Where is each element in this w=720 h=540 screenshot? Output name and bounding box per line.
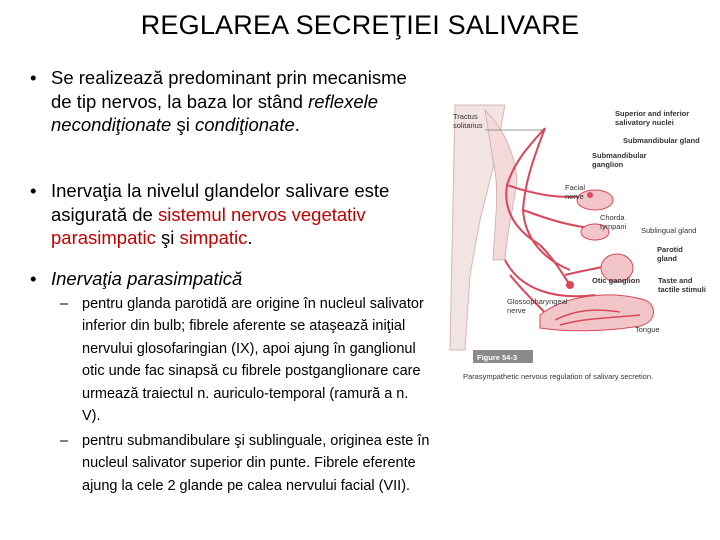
bullet-1-text: [30, 66, 420, 137]
bullet-marker: •: [30, 268, 37, 289]
bullet-1-part1: Se realizează predominant prin mecanisme de tip nervos, la baza lor stând: [51, 67, 407, 112]
label-nerve: nerve: [565, 192, 584, 201]
label-sublingual-gland: Sublingual gland: [641, 226, 697, 235]
figure-caption: Parasympathetic nervous regulation of salivary secretion.: [463, 372, 654, 381]
label-tactile: tactile stimuli: [658, 285, 706, 294]
bullet-marker: •: [30, 67, 37, 88]
label-submandibular-gland: Submandibular gland: [623, 136, 700, 145]
bullet-1: [30, 66, 420, 137]
label-chorda: Chorda: [600, 213, 625, 222]
label-taste: Taste and: [658, 276, 693, 285]
subbullet-2: [60, 430, 430, 497]
page-title: REGLAREA SECREŢIEI SALIVARE: [140, 10, 580, 40]
salivary-innervation-diagram: [445, 100, 720, 390]
bullet-2-text: [30, 179, 430, 250]
label-facial: Facial: [565, 183, 586, 192]
bullet-2-highlight2: simpatic: [179, 227, 248, 248]
bullet-2-part5: .: [247, 227, 253, 248]
bullet-3-text: Inervaţia parasimpatică: [51, 268, 243, 289]
bullet-2: [30, 179, 430, 250]
label-superior: Superior and inferior: [615, 109, 690, 118]
label-ganglion: ganglion: [592, 160, 624, 169]
bullet-1-part3: şi: [171, 114, 195, 135]
subbullet-2-text: pentru submandibulare şi sublinguale, originea este în nucleul salivator superior din punte. Fibrele eferente ajung la cele 2 glande pe calea nervului facial (VII).: [82, 433, 430, 494]
bullet-2-part1: Inervaţia la nivelul glandelor salivare este asigurată de: [51, 180, 390, 225]
bullet-marker: •: [30, 180, 37, 201]
label-solitarius: solitarius: [453, 121, 483, 130]
bullet-1-emph2: condiţionate: [195, 114, 295, 135]
submandibular-ganglion-shape: [587, 192, 593, 198]
label-tympani: tympani: [600, 222, 627, 231]
brainstem-shape: [485, 110, 517, 260]
label-glossopharyngeal-nerve: nerve: [507, 306, 526, 315]
label-salivatory: salivatory nuclei: [615, 118, 674, 127]
bullet-3: [30, 267, 430, 291]
label-parotid: Parotid: [657, 245, 683, 254]
subbullet-1: [60, 293, 430, 427]
anatomy-figure: [445, 100, 720, 390]
bullet-2-highlight1: sistemul nervos vegetativ parasimpatic: [51, 203, 366, 248]
subbullet-marker: –: [60, 433, 69, 449]
label-tongue: Tongue: [635, 325, 660, 334]
otic-ganglion-shape: [566, 281, 574, 289]
label-otic-ganglion: Otic ganglion: [592, 276, 640, 285]
bullet-1-emph1: reflexele necondiţionate: [51, 90, 379, 135]
label-tractus: Tractus: [453, 112, 478, 121]
subbullet-1-text: pentru glanda parotidă are origine în nucleul salivator inferior din bulb; fibrele aferente se ataşează iniţial nervului glosofaringian (IX), apoi ajung în ganglionul otic unde fac sinapsă cu fibrele postganglionare care urmează traiectul n. auriculo-temporal (ramură a n. V).: [82, 296, 424, 425]
label-glossopharyngeal: Glossopharyngeal: [507, 297, 568, 306]
label-submandibular: Submandibular: [592, 151, 647, 160]
figure-number: Figure 54-3: [477, 353, 518, 362]
bullet-1-part5: .: [294, 114, 300, 135]
bullet-2-part3: şi: [155, 227, 180, 248]
subbullet-marker: –: [60, 296, 69, 312]
label-gland: gland: [657, 254, 677, 263]
